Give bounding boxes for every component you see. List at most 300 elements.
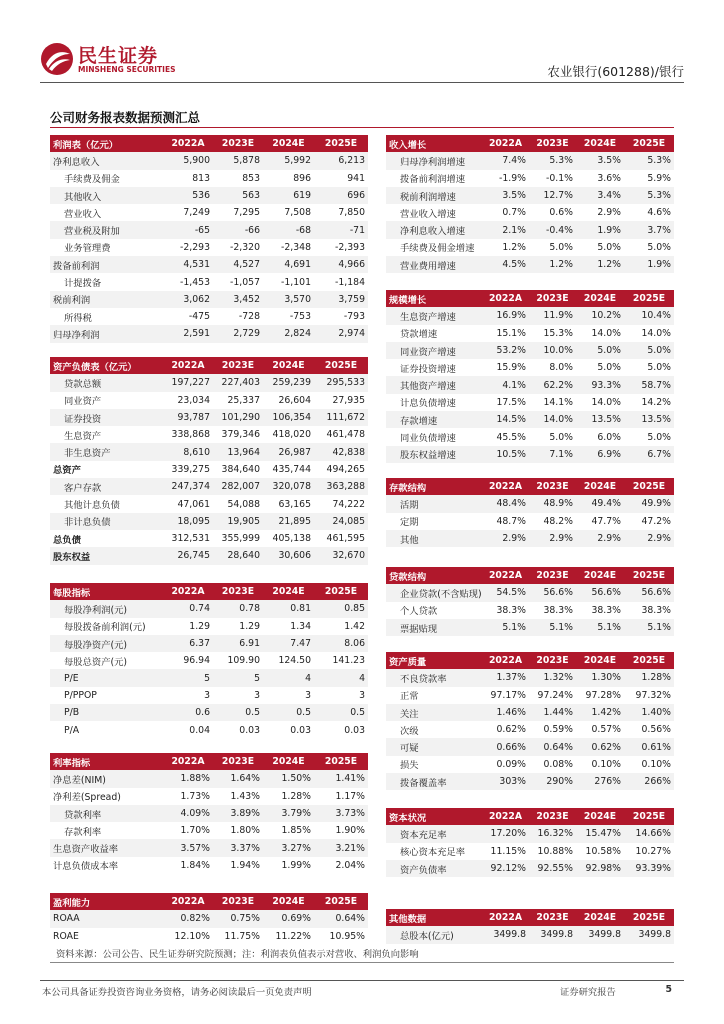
table-title-cell: 资本状况: [386, 808, 482, 825]
value-cell: 1.64%: [213, 770, 263, 787]
value-cell: 379,346: [221, 429, 260, 441]
value-cell: 1.50%: [263, 770, 314, 787]
table-row: [50, 530, 368, 547]
value-cell: -66: [213, 221, 263, 238]
table-title-cell: 利率指标: [50, 753, 163, 770]
value-cell: 5.0%: [597, 362, 621, 374]
value-cell: 813: [192, 172, 210, 184]
table-row: [50, 822, 368, 839]
value-cell: 3,759: [314, 291, 368, 308]
value-cell: 197,227: [163, 374, 213, 391]
table-quality: [386, 652, 674, 790]
value-cell: 54.5%: [482, 584, 529, 601]
table-profit: [50, 893, 368, 945]
table-title-cell: 资产负债表（亿元）: [50, 357, 163, 374]
value-cell: -65: [163, 221, 213, 238]
row-label: 非计息负债: [50, 513, 163, 530]
row-label: 证券投资增速: [400, 363, 456, 375]
value-cell: 48.2%: [543, 515, 573, 527]
table-row: [50, 204, 368, 221]
value-cell: 3499.8: [529, 926, 576, 943]
value-cell: 290%: [529, 773, 576, 790]
value-cell: 0.09%: [496, 758, 526, 770]
table-row: [50, 618, 368, 635]
table-row: [386, 669, 674, 686]
table-header-row: [386, 909, 674, 926]
value-cell: 266%: [624, 773, 674, 790]
value-cell: 1.73%: [180, 790, 210, 802]
table-row: [50, 839, 368, 856]
year-header-cell: 2023E: [213, 753, 263, 770]
table-row: [386, 204, 674, 221]
value-cell: 3.79%: [263, 805, 314, 822]
value-cell: 93.39%: [624, 860, 674, 877]
value-cell: 5.0%: [647, 241, 671, 253]
value-cell: 3.89%: [213, 805, 263, 822]
value-cell: 8.0%: [549, 362, 573, 374]
value-cell: 11.15%: [490, 845, 526, 857]
value-cell: 5.0%: [647, 431, 671, 443]
year-header-cell: 2022A: [482, 135, 529, 152]
year-header-cell: 2022A: [482, 808, 529, 825]
value-cell: 1.2%: [529, 256, 576, 273]
value-cell: 23,034: [177, 394, 210, 406]
table-header-row: [386, 290, 674, 307]
value-cell: 2,824: [263, 325, 314, 342]
year-header-cell: 2025E: [624, 478, 674, 495]
value-cell: 45.5%: [496, 431, 526, 443]
value-cell: 38.3%: [591, 604, 621, 616]
value-cell: 1.94%: [230, 859, 260, 871]
value-cell: 3.7%: [624, 221, 674, 238]
table-row: [50, 409, 368, 426]
value-cell: 2.04%: [335, 859, 365, 871]
value-cell: 10.58%: [585, 845, 621, 857]
table-deposit: [386, 478, 674, 547]
table-row: [50, 187, 368, 204]
value-cell: 11.22%: [275, 930, 311, 942]
table-row: [386, 239, 674, 256]
value-cell: 54,088: [227, 498, 260, 510]
value-cell: 3,062: [163, 291, 213, 308]
value-cell: 8.06: [314, 635, 368, 652]
row-label: 活期: [386, 495, 482, 512]
table-growth: [386, 135, 674, 273]
table-title-cell: 其他数据: [386, 909, 482, 926]
row-label: 手续费及佣金: [64, 174, 120, 186]
row-label: 生息资产增速: [386, 307, 482, 324]
year-header-cell: 2022A: [482, 290, 529, 307]
value-cell: 0.03: [344, 724, 365, 736]
value-cell: -2,293: [180, 241, 210, 253]
table-row: [50, 392, 368, 409]
table-row: [386, 376, 674, 393]
value-cell: 0.10%: [641, 758, 671, 770]
value-cell: 17.5%: [496, 396, 526, 408]
year-header-cell: 2025E: [624, 652, 674, 669]
row-label: P/A: [64, 724, 80, 736]
value-cell: 6.37: [163, 635, 213, 652]
table-row: [386, 687, 674, 704]
year-header-cell: 2024E: [576, 135, 624, 152]
value-cell: 5.0%: [597, 241, 621, 253]
year-header-cell: 2024E: [576, 909, 624, 926]
value-cell: 0.62%: [496, 724, 526, 736]
value-cell: 405,138: [272, 533, 311, 545]
table-header-row: [386, 478, 674, 495]
table-row: [386, 428, 674, 445]
row-label: 营业收入: [64, 208, 102, 220]
value-cell: 6.7%: [624, 446, 674, 463]
value-cell: 14.2%: [641, 396, 671, 408]
value-cell: 14.5%: [482, 411, 529, 428]
year-header-cell: 2022A: [163, 893, 213, 910]
value-cell: 0.7%: [502, 207, 526, 219]
value-cell: 10.27%: [635, 845, 671, 857]
row-label: 股东权益: [50, 547, 163, 564]
value-cell: 4: [263, 669, 314, 686]
value-cell: 15.9%: [496, 362, 526, 374]
value-cell: 0.85: [314, 600, 368, 617]
value-cell: 0.56%: [641, 724, 671, 736]
table-title-cell: 资产质量: [386, 652, 482, 669]
value-cell: 339,275: [171, 463, 210, 475]
value-cell: 111,672: [314, 409, 368, 426]
table-row: [50, 635, 368, 652]
year-header-cell: 2022A: [482, 652, 529, 669]
value-cell: 2.9%: [482, 530, 529, 547]
table-balance: [50, 357, 368, 565]
value-cell: 3: [254, 689, 260, 701]
row-label: 业务管理费: [64, 243, 111, 255]
value-cell: 1.41%: [314, 770, 368, 787]
value-cell: 4,531: [163, 256, 213, 273]
footer-report-type: 证券研究报告: [560, 987, 616, 998]
year-header-cell: 2024E: [576, 567, 624, 584]
value-cell: 19,905: [213, 513, 263, 530]
value-cell: 97.32%: [635, 689, 671, 701]
row-label: 客户存款: [50, 478, 163, 495]
value-cell: 0.62%: [576, 738, 624, 755]
value-cell: 14.0%: [529, 411, 576, 428]
table-row: [50, 547, 368, 564]
value-cell: 47.7%: [591, 515, 621, 527]
section-title: 公司财务报表数据预测汇总: [50, 110, 201, 125]
value-cell: 14.66%: [624, 825, 674, 842]
value-cell: 0.81: [263, 600, 314, 617]
value-cell: 5.0%: [647, 362, 671, 374]
table-row: [50, 374, 368, 391]
value-cell: 3.27%: [263, 839, 314, 856]
value-cell: 1.42%: [576, 704, 624, 721]
value-cell: 124.50: [278, 655, 311, 667]
year-header-cell: 2025E: [314, 357, 368, 374]
value-cell: 4,527: [213, 256, 263, 273]
value-cell: 5.3%: [624, 152, 674, 169]
row-label: 个人贷款: [400, 606, 438, 618]
value-cell: 13,964: [213, 443, 263, 460]
value-cell: 282,007: [213, 478, 263, 495]
row-label: 营业费用增速: [386, 256, 482, 273]
row-label: 净利息收入增速: [386, 221, 482, 238]
value-cell: 15.1%: [496, 327, 526, 339]
value-cell: 3.73%: [314, 805, 368, 822]
table-row: [50, 426, 368, 443]
value-cell: 3: [359, 689, 365, 701]
value-cell: 18,095: [163, 513, 213, 530]
value-cell: 30,606: [263, 547, 314, 564]
row-label: 定期: [400, 517, 419, 529]
row-label: 存款利率: [64, 826, 102, 838]
value-cell: 0.5: [314, 704, 368, 721]
table-row: [50, 461, 368, 478]
row-label: 净息差(NIM): [50, 770, 163, 787]
value-cell: 96.94: [183, 655, 210, 667]
value-cell: 27,935: [332, 394, 365, 406]
value-cell: 303%: [482, 773, 529, 790]
row-label: 其他资产增速: [386, 376, 482, 393]
value-cell: 56.6%: [529, 584, 576, 601]
row-label: 其他: [386, 530, 482, 547]
value-cell: 10.5%: [482, 446, 529, 463]
year-header-cell: 2023E: [529, 909, 576, 926]
row-label: 生息资产: [64, 430, 102, 442]
value-cell: 5.1%: [482, 619, 529, 636]
row-label: P/PPOP: [64, 689, 97, 701]
value-cell: 1.40%: [624, 704, 674, 721]
value-cell: 3.5%: [482, 187, 529, 204]
value-cell: 3,570: [263, 291, 314, 308]
value-cell: 53.2%: [482, 342, 529, 359]
row-label: 总股本(亿元): [386, 926, 482, 943]
table-capital: [386, 808, 674, 877]
value-cell: 6,213: [314, 152, 368, 169]
year-header-cell: 2025E: [624, 808, 674, 825]
value-cell: -1,057: [230, 276, 260, 288]
year-header-cell: 2024E: [263, 893, 314, 910]
year-header-cell: 2025E: [314, 753, 368, 770]
row-label: 手续费及佣金增速: [400, 243, 475, 255]
table-header-row: [50, 583, 368, 600]
year-header-cell: 2025E: [314, 583, 368, 600]
row-label: 其他计息负债: [64, 500, 120, 512]
source-note: 资料来源：公司公告、民生证券研究院预测；注：利润表负值表示对营收、利润负向影响: [56, 949, 419, 960]
table-row: [50, 256, 368, 273]
table-title-cell: 每股指标: [50, 583, 163, 600]
table-row: [50, 721, 368, 738]
value-cell: 3: [305, 689, 311, 701]
table-title-cell: 收入增长: [386, 135, 482, 152]
year-header-cell: 2023E: [213, 357, 263, 374]
value-cell: 47,061: [177, 498, 210, 510]
value-cell: 1.44%: [529, 704, 576, 721]
value-cell: 0.5: [263, 704, 314, 721]
table-row: [50, 308, 368, 325]
table-row: [50, 513, 368, 530]
row-label: 每股拨备前利润(元): [64, 622, 146, 634]
value-cell: 6.91: [213, 635, 263, 652]
value-cell: 0.74: [163, 600, 213, 617]
value-cell: 1.46%: [482, 704, 529, 721]
value-cell: 295,533: [314, 374, 368, 391]
value-cell: 16.32%: [529, 825, 576, 842]
year-header-cell: 2022A: [482, 567, 529, 584]
value-cell: 247,374: [163, 478, 213, 495]
row-label: 非生息资产: [50, 443, 163, 460]
year-header-cell: 2024E: [576, 478, 624, 495]
year-header-cell: 2023E: [529, 478, 576, 495]
value-cell: 2,729: [213, 325, 263, 342]
value-cell: 0.08%: [543, 758, 573, 770]
value-cell: 3.6%: [597, 172, 621, 184]
value-cell: 696: [314, 187, 368, 204]
value-cell: 4,691: [263, 256, 314, 273]
row-label: 资产负债率: [386, 860, 482, 877]
value-cell: 97.17%: [490, 689, 526, 701]
row-label: 所得税: [64, 312, 92, 324]
row-label: 贷款利率: [50, 805, 163, 822]
value-cell: 6.9%: [576, 446, 624, 463]
table-row: [50, 910, 368, 927]
table-row: [386, 307, 674, 324]
value-cell: 10.4%: [624, 307, 674, 324]
value-cell: 93,787: [163, 409, 213, 426]
table-row: [386, 513, 674, 530]
value-cell: 74,222: [332, 498, 365, 510]
value-cell: 0.6%: [549, 207, 573, 219]
value-cell: 15.47%: [576, 825, 624, 842]
value-cell: 259,239: [263, 374, 314, 391]
value-cell: 0.78: [213, 600, 263, 617]
row-label: 每股净资产(元): [50, 635, 163, 652]
value-cell: 7.1%: [529, 446, 576, 463]
value-cell: 14.0%: [591, 327, 621, 339]
table-row: [386, 843, 674, 860]
table-row: [50, 600, 368, 617]
value-cell: 58.7%: [624, 376, 674, 393]
value-cell: 0.82%: [163, 910, 213, 927]
year-header-cell: 2025E: [314, 135, 368, 152]
year-header-cell: 2024E: [263, 357, 314, 374]
value-cell: 47.2%: [641, 515, 671, 527]
value-cell: 49.4%: [576, 495, 624, 512]
value-cell: 56.6%: [576, 584, 624, 601]
year-header-cell: 2025E: [624, 135, 674, 152]
row-label: 可疑: [386, 738, 482, 755]
table-row: [50, 239, 368, 256]
source-divider: [50, 962, 674, 963]
value-cell: -68: [263, 221, 314, 238]
table-row: [386, 530, 674, 547]
value-cell: 1.28%: [624, 669, 674, 686]
row-label: 每股净利润(元): [50, 600, 163, 617]
value-cell: 1.37%: [482, 669, 529, 686]
value-cell: -728: [238, 311, 260, 323]
value-cell: 1.84%: [180, 859, 210, 871]
value-cell: 3.4%: [576, 187, 624, 204]
footer-disclaimer: 本公司具备证券投资咨询业务资格，请务必阅读最后一页免责声明: [42, 987, 312, 998]
row-label: 总资产: [53, 465, 81, 477]
value-cell: -475: [188, 311, 210, 323]
page-number: 5: [665, 984, 672, 995]
value-cell: 92.12%: [482, 860, 529, 877]
table-row: [50, 221, 368, 238]
row-label: ROAA: [50, 910, 163, 927]
value-cell: 494,265: [326, 463, 365, 475]
value-cell: 11.75%: [224, 930, 260, 942]
value-cell: 1.2%: [576, 256, 624, 273]
table-row: [386, 256, 674, 273]
value-cell: 10.95%: [329, 930, 365, 942]
value-cell: -1,101: [281, 276, 311, 288]
value-cell: 0.04: [189, 724, 210, 736]
value-cell: 1.9%: [576, 221, 624, 238]
value-cell: 5.0%: [549, 241, 573, 253]
value-cell: 1.85%: [281, 825, 311, 837]
value-cell: 0.03: [290, 724, 311, 736]
value-cell: 384,640: [221, 463, 260, 475]
value-cell: 97.28%: [585, 689, 621, 701]
value-cell: 38.3%: [641, 604, 671, 616]
year-header-cell: 2024E: [576, 808, 624, 825]
table-row: [50, 788, 368, 805]
value-cell: 1.29: [239, 620, 260, 632]
value-cell: 5.1%: [529, 619, 576, 636]
row-label: 证券投资: [50, 409, 163, 426]
value-cell: 13.5%: [576, 411, 624, 428]
table-row: [386, 446, 674, 463]
year-header-cell: 2024E: [263, 135, 314, 152]
value-cell: 10.2%: [576, 307, 624, 324]
table-row: [386, 342, 674, 359]
value-cell: 0.5: [213, 704, 263, 721]
value-cell: 435,744: [272, 463, 311, 475]
value-cell: 5.0%: [576, 342, 624, 359]
value-cell: -0.1%: [546, 172, 573, 184]
table-header-row: [50, 135, 368, 152]
table-row: [50, 291, 368, 308]
logo-text-cn: 民生证券: [78, 45, 159, 67]
value-cell: 14.1%: [543, 396, 573, 408]
row-label: 营业收入增速: [400, 208, 456, 220]
value-cell: 38.3%: [543, 604, 573, 616]
value-cell: 92.55%: [529, 860, 576, 877]
value-cell: 13.5%: [624, 411, 674, 428]
value-cell: 0.57%: [591, 724, 621, 736]
year-header-cell: 2022A: [163, 583, 213, 600]
title-divider: [50, 127, 674, 128]
row-label: 拨备前利润: [50, 256, 163, 273]
year-header-cell: 2024E: [576, 290, 624, 307]
value-cell: 5.0%: [624, 342, 674, 359]
value-cell: 5,900: [163, 152, 213, 169]
table-row: [386, 394, 674, 411]
year-header-cell: 2023E: [529, 808, 576, 825]
row-label: 同业资产增速: [386, 342, 482, 359]
value-cell: 42,838: [314, 443, 368, 460]
value-cell: 5,878: [213, 152, 263, 169]
company-logo: [40, 42, 180, 78]
value-cell: 3,452: [213, 291, 263, 308]
value-cell: 1.17%: [335, 790, 365, 802]
stock-label: 农业银行(601288)/银行: [547, 64, 684, 79]
value-cell: 363,288: [314, 478, 368, 495]
table-header-row: [386, 808, 674, 825]
year-header-cell: 2024E: [576, 652, 624, 669]
row-label: 股东权益增速: [386, 446, 482, 463]
row-label: 计息负债增速: [400, 398, 456, 410]
row-label: 资本充足率: [386, 825, 482, 842]
